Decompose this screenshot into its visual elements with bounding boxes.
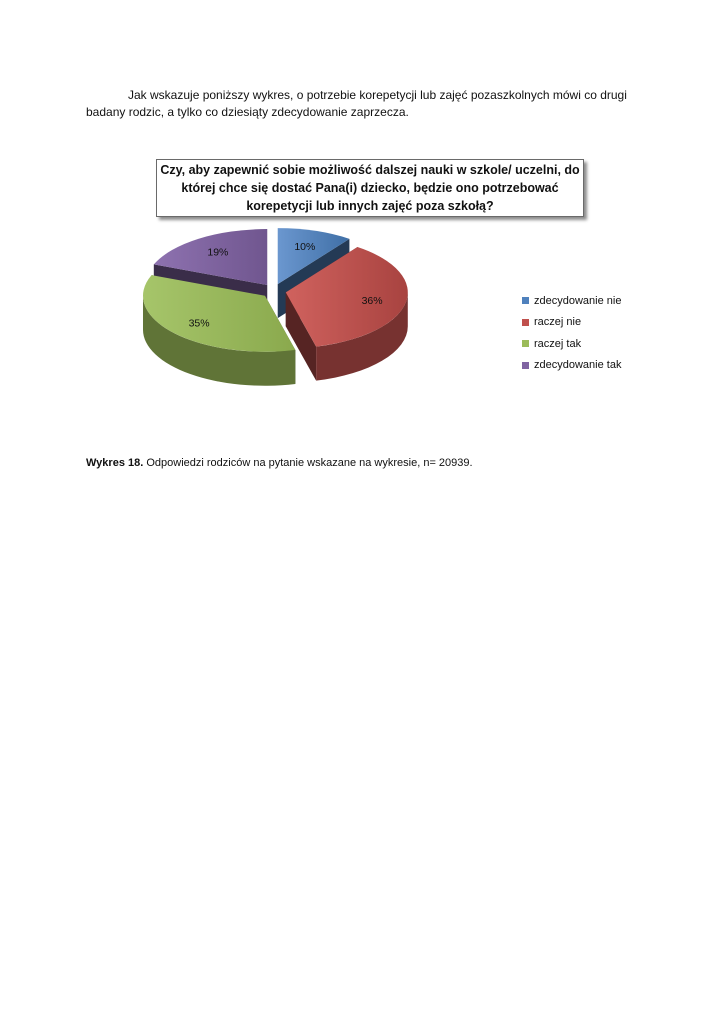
legend-swatch bbox=[522, 340, 529, 347]
legend-swatch bbox=[522, 297, 529, 304]
intro-paragraph bbox=[86, 87, 640, 121]
intro-line-1: Jak wskazuje poniższy wykres, o potrzebie korepetycji lub zajęć pozaszkolnych mówi co drugi bbox=[128, 88, 627, 102]
legend-item bbox=[522, 312, 621, 334]
caption-text: Odpowiedzi rodziców na pytanie wskazane na wykresie, n= 20939. bbox=[143, 457, 473, 469]
legend-item bbox=[522, 290, 621, 312]
legend-item bbox=[522, 355, 621, 377]
chart-legend bbox=[522, 290, 621, 376]
legend-label: zdecydowanie tak bbox=[534, 359, 622, 372]
chart-title-box bbox=[156, 159, 584, 217]
chart-title-line-1: Czy, aby zapewnić sobie możliwość dalszej nauki w szkole/ uczelni, do bbox=[160, 163, 580, 177]
intro-line-2: badany rodzic, a tylko co dziesiąty zdecydowanie zaprzecza. bbox=[86, 105, 409, 119]
data-label-raczej-nie: 36% bbox=[361, 294, 383, 307]
legend-label: raczej nie bbox=[534, 316, 582, 329]
legend-label: raczej tak bbox=[534, 337, 582, 350]
caption-label: Wykres 18. bbox=[86, 457, 144, 469]
data-label-raczej-tak: 35% bbox=[188, 317, 210, 330]
data-label-zdecydowanie-tak: 19% bbox=[207, 246, 229, 259]
legend-swatch bbox=[522, 319, 529, 326]
legend-item bbox=[522, 333, 621, 355]
legend-swatch bbox=[522, 362, 529, 369]
legend-label: zdecydowanie nie bbox=[534, 294, 622, 307]
pie-tops bbox=[143, 228, 408, 352]
chart-title-line-3: korepetycji lub innych zajęć poza szkołą? bbox=[246, 199, 494, 213]
data-label-zdecydowanie-nie: 10% bbox=[294, 240, 316, 253]
figure-caption bbox=[86, 457, 473, 469]
chart-title bbox=[160, 161, 579, 215]
pie-chart bbox=[130, 225, 430, 400]
chart-title-line-2: której chce się dostać Pana(i) dziecko, będzie ono potrzebować bbox=[181, 181, 559, 195]
